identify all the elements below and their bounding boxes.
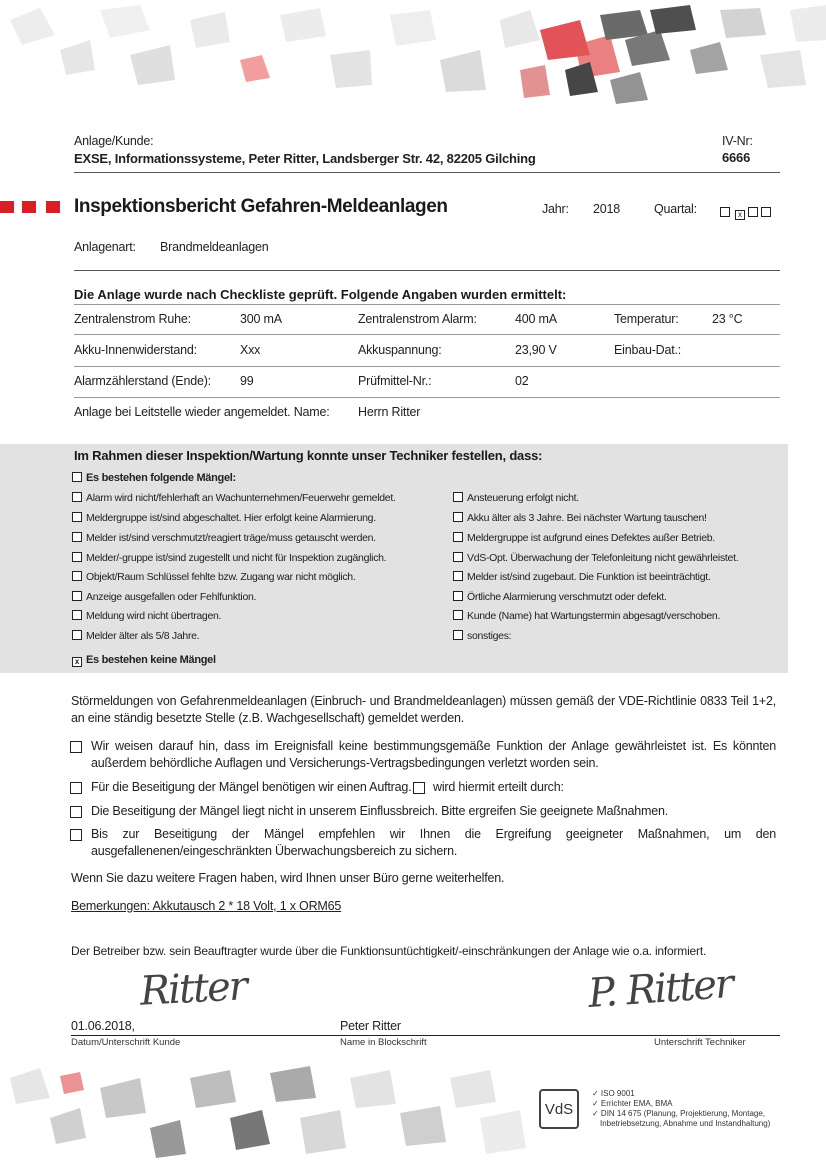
measure-label: Alarmzählerstand (Ende):: [74, 374, 211, 388]
system-type-value: Brandmeldeanlagen: [160, 240, 269, 254]
defects-label: Es bestehen folgende Mängel:: [86, 472, 236, 484]
remarks-text: Bemerkungen: Akkutausch 2 * 18 Volt, 1 x ORM65: [71, 899, 342, 913]
defect-item[interactable]: [453, 492, 579, 504]
measurements-heading: Die Anlage wurde nach Checkliste geprüft. Folgende Angaben wurden ermittelt:: [74, 287, 567, 302]
cert-line: ✓ DIN 14 675 (Planung, Projektierung, Montage,: [592, 1109, 766, 1118]
defect-text: Meldergruppe ist/sind abgeschaltet. Hier erfolgt keine Alarmierung.: [86, 512, 376, 524]
defects-checkbox[interactable]: [72, 472, 82, 482]
defect-item[interactable]: [72, 591, 256, 603]
no-defects-checkbox[interactable]: x: [72, 657, 82, 667]
intro-paragraph: Störmeldungen von Gefahrenmeldeanlagen (Einbruch- und Brandmeldeanlagen) müssen gemäß der VDE-Richtlinie 0833 Teil 1+2, an eine ständig besetzte Stelle (z.B. Wachgesellschaft) gemeldet werden.: [71, 694, 776, 725]
accent-square: [46, 201, 60, 213]
defect-text: Örtliche Alarmierung verschmutzt oder defekt.: [467, 591, 667, 603]
checkbox[interactable]: [453, 532, 463, 542]
defect-item[interactable]: [72, 610, 221, 622]
option-1-checkbox[interactable]: [70, 741, 82, 753]
checkbox[interactable]: [453, 552, 463, 562]
defect-text: Anzeige ausgefallen oder Fehlfunktion.: [86, 591, 257, 603]
option-4-text: Bis zur Beseitigung der Mängel empfehlen wir Ihnen die Ergreifung geeigneter Maßnahmen, um den ausgefallenenen/eingeschränkten Überwachungsbereich zu sichern.: [91, 827, 776, 858]
questions-text: Wenn Sie dazu weitere Fragen haben, wird Ihnen unser Büro gerne weiterhelfen.: [71, 871, 505, 885]
option-4-checkbox[interactable]: [70, 829, 82, 841]
signature-date: 01.06.2018,: [71, 1019, 135, 1033]
defect-text: Meldergruppe ist aufgrund eines Defektes außer Betrieb.: [467, 532, 715, 544]
option-1-text: Wir weisen darauf hin, dass im Ereignisfall keine bestimmungsgemäße Funktion der Anlage gewährleistet ist. Es könnten außerdem behördliche Auflagen und Versicherungs-Vertragsbedingungen verletzt worden sein.: [91, 739, 776, 770]
defect-item[interactable]: [72, 532, 376, 544]
signature-caption: Unterschrift Techniker: [654, 1037, 746, 1048]
defect-text: Melder ist/sind zugebaut. Die Funktion ist beeinträchtigt.: [467, 571, 711, 583]
defect-text: Meldung wird nicht übertragen.: [86, 610, 222, 622]
defect-text: Melder/-gruppe ist/sind zugestellt und nicht für Inspektion zugänglich.: [86, 552, 387, 564]
certifications: [592, 1089, 770, 1129]
decorative-header-graphic: [0, 0, 826, 105]
iv-label: IV-Nr:: [722, 134, 753, 148]
defect-text: Objekt/Raum Schlüssel fehlte bzw. Zugang war nicht möglich.: [86, 571, 356, 583]
measure-value: Herrn Ritter: [358, 405, 421, 419]
checkbox[interactable]: [72, 610, 82, 620]
checkbox[interactable]: [453, 630, 463, 640]
measure-value: 300 mA: [240, 312, 282, 326]
divider: [74, 397, 780, 398]
accent-square: [22, 201, 36, 213]
measure-value: 23,90 V: [515, 343, 557, 357]
checkbox[interactable]: [72, 591, 82, 601]
informed-text: Der Betreiber bzw. sein Beauftragter wurde über die Funktionsuntüchtigkeit/-einschränkungen der Anlage wie o.a. informiert.: [71, 944, 707, 958]
defect-item[interactable]: [72, 512, 376, 524]
signer-name: Peter Ritter: [340, 1019, 401, 1033]
checkbox[interactable]: [72, 532, 82, 542]
vds-logo: VdS: [539, 1089, 579, 1129]
defect-text: VdS-Opt. Überwachung der Telefonleitung nicht gewährleistet.: [467, 552, 739, 564]
accent-square: [0, 201, 14, 213]
checkbox[interactable]: [453, 571, 463, 581]
defect-item[interactable]: [453, 610, 720, 622]
order-issued-text: wird hiermit erteilt durch:: [433, 780, 564, 794]
defect-item[interactable]: [72, 552, 386, 564]
defect-item[interactable]: [453, 532, 715, 544]
system-type-label: Anlagenart:: [74, 240, 136, 254]
report-title: Inspektionsbericht Gefahren-Meldeanlagen: [74, 196, 448, 217]
signature-caption: Name in Blockschrift: [340, 1037, 427, 1048]
quarter-checkboxes: [720, 205, 771, 220]
signature-caption: Datum/Unterschrift Kunde: [71, 1037, 181, 1048]
quarter-2-checkbox[interactable]: x: [735, 210, 745, 220]
defect-item[interactable]: [72, 492, 396, 504]
defect-text: Akku älter als 3 Jahre. Bei nächster Wartung tauschen!: [467, 512, 707, 524]
checkbox[interactable]: [72, 552, 82, 562]
divider: [74, 270, 780, 271]
divider: [74, 304, 780, 305]
quarter-4-checkbox[interactable]: [761, 207, 771, 217]
quarter-label: Quartal:: [654, 202, 697, 216]
measure-label: Prüfmittel-Nr.:: [358, 374, 432, 388]
checkbox[interactable]: [72, 492, 82, 502]
technician-signature: P. Ritter: [586, 961, 734, 1017]
checkbox[interactable]: [453, 591, 463, 601]
option-2-text: Für die Beseitigung der Mängel benötigen wir einen Auftrag.: [91, 780, 412, 794]
checkbox[interactable]: [453, 610, 463, 620]
checkbox[interactable]: [72, 630, 82, 640]
defect-text: Alarm wird nicht/fehlerhaft an Wachunternehmen/Feuerwehr gemeldet.: [86, 492, 396, 504]
checkbox[interactable]: [453, 492, 463, 502]
measure-value: 99: [240, 374, 254, 388]
defect-text: Ansteuerung erfolgt nicht.: [467, 492, 579, 504]
defect-item[interactable]: [453, 552, 738, 564]
defect-item[interactable]: [453, 630, 511, 642]
defect-text: Kunde (Name) hat Wartungstermin abgesagt/verschoben.: [467, 610, 721, 622]
measure-value: 23 °C: [712, 312, 743, 326]
defect-item[interactable]: [72, 571, 355, 583]
measure-label: Akkuspannung:: [358, 343, 442, 357]
decorative-footer-graphic: [0, 1058, 530, 1169]
cert-line: ✓ ISO 9001: [592, 1089, 635, 1098]
defect-text: sonstiges:: [467, 630, 512, 642]
no-defects-option[interactable]: [72, 654, 216, 667]
order-issued-checkbox[interactable]: [413, 782, 425, 794]
checkbox[interactable]: [72, 512, 82, 522]
cert-line: ✓ Errichter EMA, BMA: [592, 1099, 673, 1108]
measure-label: Zentralenstrom Ruhe:: [74, 312, 191, 326]
divider: [74, 334, 780, 335]
defect-text: Melder älter als 5/8 Jahre.: [86, 630, 200, 642]
option-2-checkbox[interactable]: [70, 782, 82, 794]
customer-signature: Ritter: [138, 963, 247, 1015]
defects-option[interactable]: [72, 472, 236, 484]
quarter-1-checkbox[interactable]: [720, 207, 730, 217]
checkbox[interactable]: [453, 512, 463, 522]
customer-label: Anlage/Kunde:: [74, 134, 154, 148]
defect-text: Melder ist/sind verschmutzt/reagiert träge/muss getauscht werden.: [86, 532, 376, 544]
no-defects-label: Es bestehen keine Mängel: [86, 654, 216, 666]
iv-value: 6666: [722, 150, 751, 165]
divider: [74, 366, 780, 367]
option-3-text: Die Beseitigung der Mängel liegt nicht in unserem Einflussbreich. Bitte ergreifen Sie geeignete Maßnahmen.: [91, 804, 669, 818]
measure-label: Zentralenstrom Alarm:: [358, 312, 477, 326]
divider: [74, 172, 780, 173]
year-label: Jahr:: [542, 202, 569, 216]
measure-value: 400 mA: [515, 312, 557, 326]
measure-value: Xxx: [240, 343, 261, 357]
signature-line: [71, 1035, 780, 1036]
customer-value: EXSE, Informationssysteme, Peter Ritter, Landsberger Str. 42, 82205 Gilching: [74, 151, 536, 166]
year-value: 2018: [593, 202, 621, 216]
option-3-checkbox[interactable]: [70, 806, 82, 818]
defect-item[interactable]: [453, 512, 707, 524]
defect-item[interactable]: [453, 591, 667, 603]
defect-item[interactable]: [72, 630, 199, 642]
cert-line: Inbetriebsetzung, Abnahme und Instandhaltung): [600, 1119, 771, 1128]
measure-label: Temperatur:: [614, 312, 679, 326]
checkbox[interactable]: [72, 571, 82, 581]
measure-value: 02: [515, 374, 529, 388]
findings-heading: Im Rahmen dieser Inspektion/Wartung konnte unser Techniker festellen, dass:: [74, 448, 543, 463]
measure-label: Einbau-Dat.:: [614, 343, 682, 357]
quarter-3-checkbox[interactable]: [748, 207, 758, 217]
defect-item[interactable]: [453, 571, 711, 583]
measure-label: Anlage bei Leitstelle wieder angemeldet. Name:: [74, 405, 330, 419]
measure-label: Akku-Innenwiderstand:: [74, 343, 197, 357]
